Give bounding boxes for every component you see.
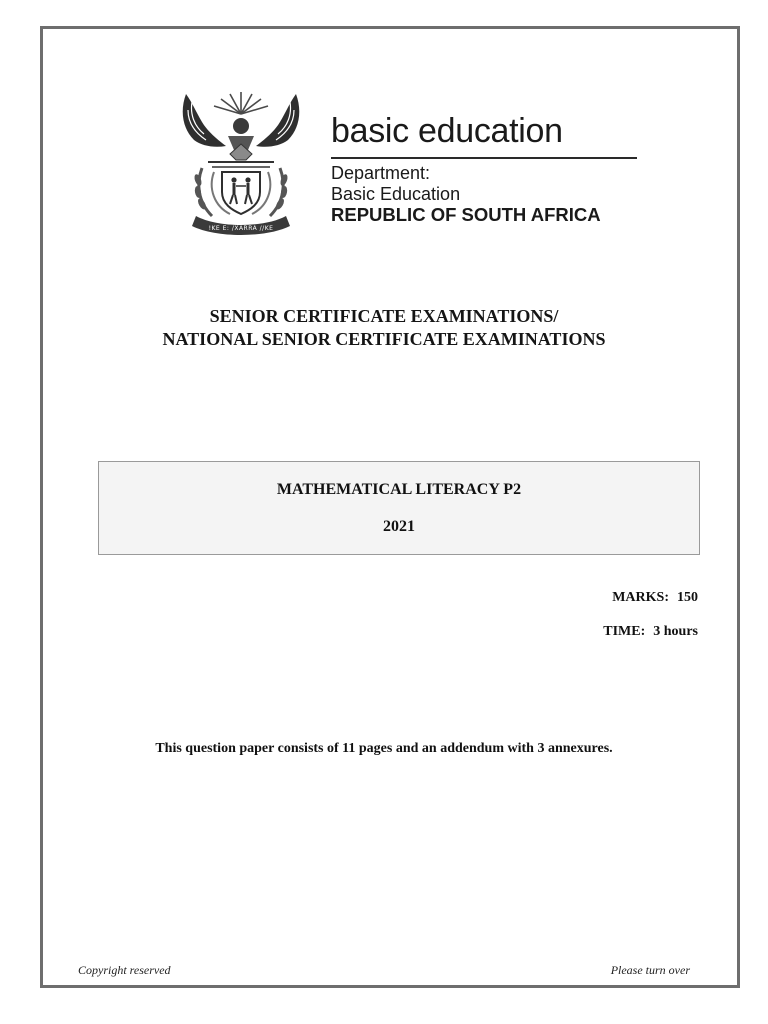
brand-divider <box>331 157 637 159</box>
coat-of-arms-emblem <box>178 88 304 238</box>
coat-of-arms-icon <box>178 88 304 238</box>
marks-value: 150 <box>677 590 698 605</box>
brand-title: basic education <box>331 112 563 150</box>
marks-line <box>612 590 698 606</box>
time-value: 3 hours <box>653 624 698 639</box>
department-label: Department: <box>331 163 431 183</box>
footer-copyright: Copyright reserved <box>78 963 171 977</box>
paper-composition-note: This question paper consists of 11 pages and an addendum with 3 annexures. <box>155 741 613 756</box>
subject-title: MATHEMATICAL LITERACY P2 <box>276 481 522 498</box>
exam-heading-line-2: NATIONAL SENIOR CERTIFICATE EXAMINATIONS <box>162 329 606 349</box>
marks-label: MARKS: <box>612 590 669 605</box>
time-label: TIME: <box>603 624 646 639</box>
subject-box <box>98 461 700 555</box>
time-line <box>603 624 698 640</box>
exam-heading-line-1: SENIOR CERTIFICATE EXAMINATIONS/ <box>209 306 559 326</box>
svg-text:!KE E: /XARRA //KE: !KE E: /XARRA //KE <box>208 225 274 232</box>
department-name: Basic Education <box>331 184 461 204</box>
footer-turn-over: Please turn over <box>610 963 690 977</box>
country-name: REPUBLIC OF SOUTH AFRICA <box>331 204 601 225</box>
subject-year: 2021 <box>383 518 415 535</box>
